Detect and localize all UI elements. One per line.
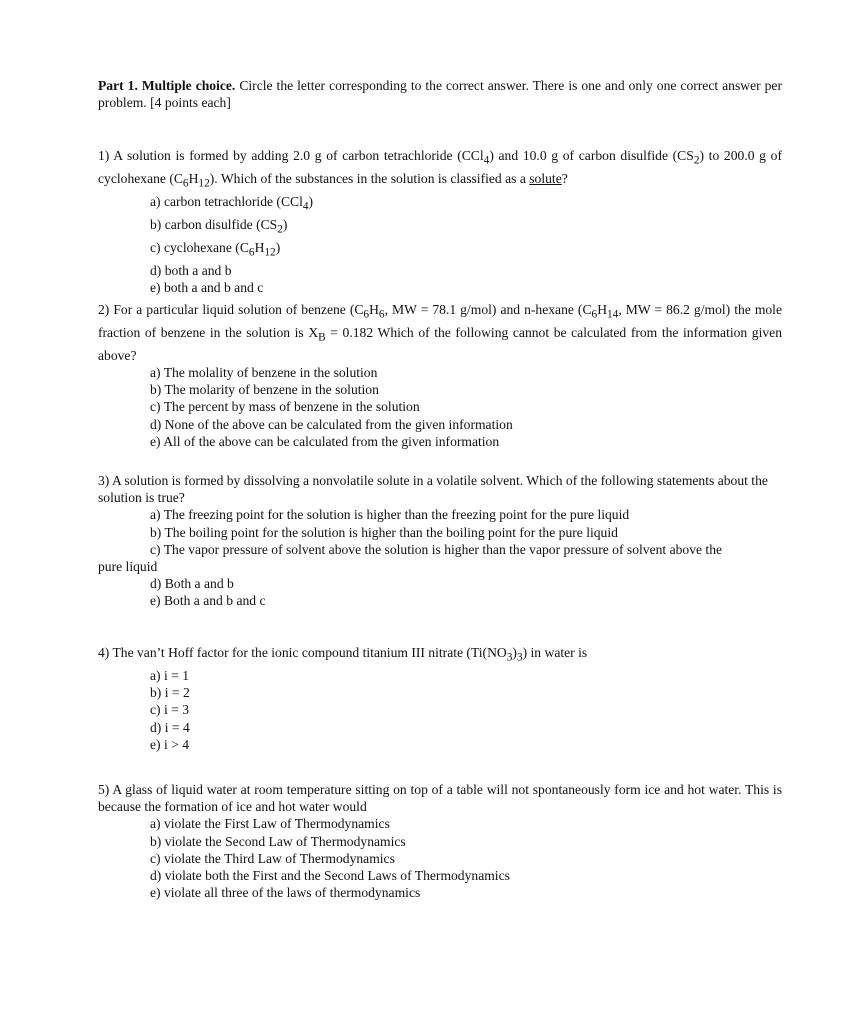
q2-option-a[interactable]: a) The molality of benzene in the solution <box>150 365 378 381</box>
question-2-text: 2) For a particular liquid solution of benzene ($C_6H_6$, MW = 78.1 g/mol) and n-hexane ($C_6H_{14}$, MW = 86.2 g/mol) the mole fraction of benzene in the solution is $X_B = 0.182$ Which of the following cannot be calculated from the information given above? <box>98 302 783 363</box>
part-title: Part 1. Multiple choice. <box>98 78 236 93</box>
q1-option-b[interactable]: b) carbon disulfide $(CS_2)$ <box>150 216 288 236</box>
question-3-text: 3) A solution is formed by dissolving a nonvolatile solute in a volatile solvent. Which of the following statements about the solution is true? <box>98 473 768 506</box>
question-4 <box>98 644 782 753</box>
q2-option-e[interactable]: e) All of the above can be calculated from the given information <box>150 433 500 449</box>
q5-option-e[interactable]: e) violate all three of the laws of thermodynamics <box>150 885 421 901</box>
q3-option-b[interactable]: b) The boiling point for the solution is higher than the boiling point for the pure liquid <box>150 524 618 540</box>
q5-option-c[interactable]: c) violate the Third Law of Thermodynamics <box>150 850 395 866</box>
q4-option-a[interactable]: a) i = 1 <box>150 667 189 683</box>
q1-option-e[interactable]: e) both a and b and c <box>150 279 264 295</box>
q1-option-c[interactable]: c) cyclohexane $(C_6H_{12})$ <box>150 239 281 259</box>
q3-option-c-continued: pure liquid <box>98 559 158 575</box>
question-5 <box>98 781 782 901</box>
question-1-text: 1) A solution is formed by adding 2.0 g of carbon tetrachloride (CCl$_4$) and 10.0 g of carbon disulfide $(CS_2)$ to 200.0 g of cyclohexane $(C_6H_{12})$. Which of the substances in the solution is classified as a solute? <box>98 148 782 190</box>
q3-option-e[interactable]: e) Both a and b and c <box>150 593 266 609</box>
q3-option-a[interactable]: a) The freezing point for the solution is higher than the freezing point for the pure liquid <box>150 507 630 523</box>
q4-option-c[interactable]: c) i = 3 <box>150 702 189 718</box>
solute-term: solute <box>529 170 562 186</box>
q5-option-d[interactable]: d) violate both the First and the Second Laws of Thermodynamics <box>150 868 510 884</box>
q3-option-d[interactable]: d) Both a and b <box>150 576 234 592</box>
q4-option-d[interactable]: d) i = 4 <box>150 719 190 735</box>
q5-option-a[interactable]: a) violate the First Law of Thermodynamics <box>150 816 390 832</box>
q4-option-e[interactable]: e) i > 4 <box>150 736 189 752</box>
question-3 <box>98 472 782 610</box>
q2-option-b[interactable]: b) The molarity of benzene in the solution <box>150 382 379 398</box>
q4-option-b[interactable]: b) i = 2 <box>150 685 190 701</box>
part-header <box>98 77 782 111</box>
q2-option-d[interactable]: d) None of the above can be calculated from the given information <box>150 416 513 432</box>
q1-option-a[interactable]: a) carbon tetrachloride (CCl$_4$) <box>150 193 314 213</box>
q2-option-c[interactable]: c) The percent by mass of benzene in the solution <box>150 399 420 415</box>
q3-option-c[interactable]: c) The vapor pressure of solvent above the solution is higher than the vapor pressure of solvent above the <box>150 541 723 557</box>
q5-option-b[interactable]: b) violate the Second Law of Thermodynamics <box>150 833 406 849</box>
question-1 <box>98 147 782 296</box>
question-4-text: 4) The van’t Hoff factor for the ionic compound titanium III nitrate $(Ti(NO_3)_3)$ in water is <box>98 645 588 664</box>
question-2 <box>98 301 782 450</box>
part-instructions: Circle the letter corresponding to the correct answer. There is one and only one correct answer per problem. [4 points each] <box>98 78 782 111</box>
q1-option-d[interactable]: d) both a and b <box>150 262 232 278</box>
question-5-text: 5) A glass of liquid water at room temperature sitting on top of a table will not spontaneously form ice and hot water. This is because the formation of ice and hot water would <box>98 782 782 815</box>
